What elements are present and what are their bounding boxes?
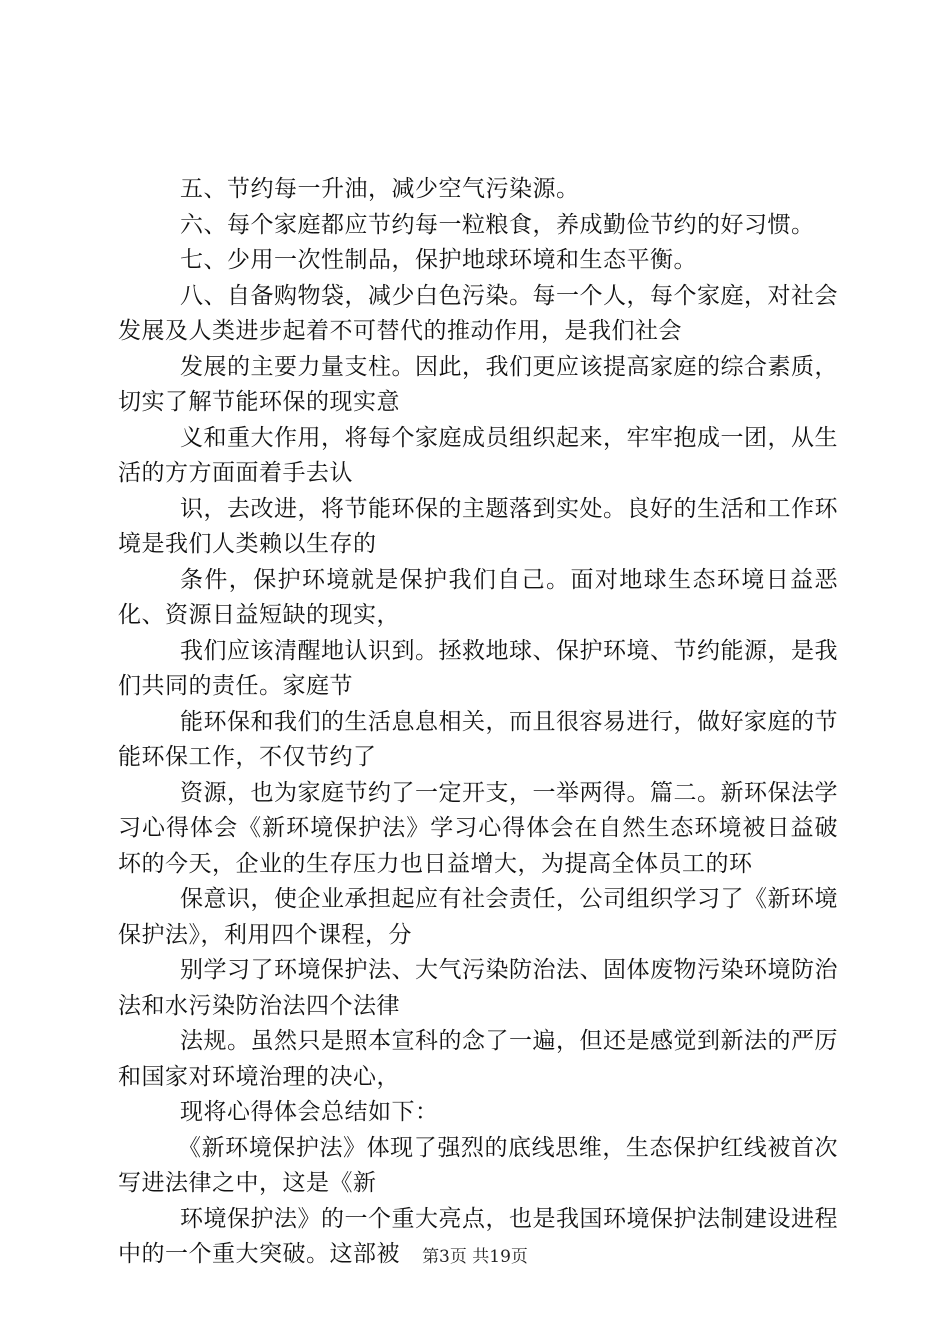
paragraph: 六、每个家庭都应节约每一粒粮食，养成勤俭节约的好习惯。 (180, 211, 815, 238)
paragraph: 五、节约每一升油，减少空气污染源。 (180, 176, 580, 202)
document-body (118, 172, 838, 1273)
paragraph: 环境保护法》的一个重大亮点，也是我国环境保护法制建设进程中的一个重大突破。这部被 (118, 1205, 838, 1267)
paragraph: 资源，也为家庭节约了一定开支，一举两得。篇二。新环保法学习心得体会《新环境保护法》学习心得体会在自然生态环境被日益破坏的今天，企业的生存压力也日益增大，为提高全体员工的环 (118, 779, 838, 877)
paragraph: 七、少用一次性制品，保护地球环境和生态平衡。 (180, 247, 697, 273)
paragraph: 识，去改进，将节能环保的主题落到实处。良好的生活和工作环境是我们人类赖以生存的 (118, 495, 838, 557)
paragraph: 条件，保护环境就是保护我们自己。面对地球生态环境日益恶化、资源日益短缺的现实， (118, 566, 838, 628)
page-number-footer: 第3页 共19页 (422, 1247, 528, 1267)
paragraph: 保意识，使企业承担起应有社会责任，公司组织学习了《新环境保护法》，利用四个课程，分 (118, 886, 838, 948)
paragraph: 法规。虽然只是照本宣科的念了一遍，但还是感觉到新法的严厉和国家对环境治理的决心， (118, 1028, 838, 1090)
paragraph: 我们应该清醒地认识到。拯救地球、保护环境、节约能源，是我们共同的责任。家庭节 (118, 637, 838, 699)
paragraph: 《新环境保护法》体现了强烈的底线思维，生态保护红线被首次写进法律之中，这是《新 (118, 1134, 838, 1196)
paragraph: 义和重大作用，将每个家庭成员组织起来，牢牢抱成一团，从生活的方方面面着手去认 (118, 424, 838, 486)
paragraph: 现将心得体会总结如下： (180, 1099, 439, 1125)
paragraph: 能环保和我们的生活息息相关，而且很容易进行，做好家庭的节能环保工作，不仅节约了 (118, 708, 838, 770)
paragraph: 八、自备购物袋，减少白色污染。每一个人，每个家庭，对社会发展及人类进步起着不可替代的推动作用，是我们社会 (118, 282, 838, 344)
paragraph: 别学习了环境保护法、大气污染防治法、固体废物污染环境防治法和水污染防治法四个法律 (118, 957, 838, 1019)
paragraph: 发展的主要力量支柱。因此，我们更应该提高家庭的综合素质，切实了解节能环保的现实意 (118, 353, 838, 415)
